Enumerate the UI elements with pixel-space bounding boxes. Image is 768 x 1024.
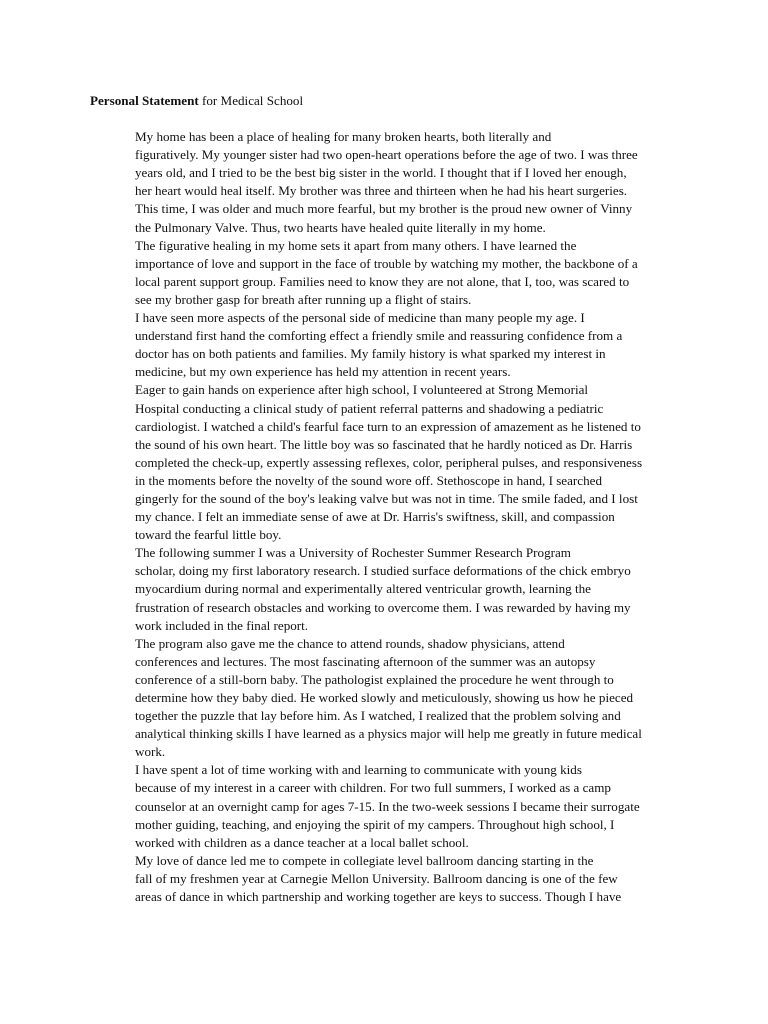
text-line: I have seen more aspects of the personal side of medicine than many people my age. I xyxy=(135,310,585,326)
text-line: The figurative healing in my home sets it apart from many others. I have learned the xyxy=(135,237,577,253)
text-line: counselor at an overnight camp for ages 7-15. In the two-week sessions I became their surrogate xyxy=(135,798,640,814)
title-bold-text: Personal Statement xyxy=(90,93,199,108)
text-line: local parent support group. Families need to know they are not alone, that I, too, was scared to xyxy=(135,273,630,289)
text-line: see my brother gasp for breath after running up a flight of stairs. xyxy=(135,291,472,307)
text-line: Eager to gain hands on experience after high school, I volunteered at Strong Memorial xyxy=(135,382,589,398)
paragraph xyxy=(90,128,678,237)
text-line: medicine, but my own experience has held my attention in recent years. xyxy=(135,364,511,380)
text-line: conferences and lectures. The most fascinating afternoon of the summer was an autopsy xyxy=(135,653,596,669)
text-line: gingerly for the sound of the boy's leaking valve but was not in time. The smile faded, and I lost xyxy=(135,490,638,506)
text-line: figuratively. My younger sister had two open-heart operations before the age of two. I was three xyxy=(135,147,638,163)
text-line: doctor has on both patients and families. My family history is what sparked my interest in xyxy=(135,346,606,362)
text-line: I have spent a lot of time working with and learning to communicate with young kids xyxy=(135,762,582,778)
text-line: the Pulmonary Valve. Thus, two hearts have healed quite literally in my home. xyxy=(135,219,546,235)
text-line: work. xyxy=(135,744,166,760)
text-line: conference of a still-born baby. The pathologist explained the procedure he went through to xyxy=(135,671,614,687)
document-page xyxy=(90,92,678,906)
text-line: The following summer I was a University of Rochester Summer Research Program xyxy=(135,545,571,561)
text-line: work included in the final report. xyxy=(135,617,309,633)
text-line: worked with children as a dance teacher at a local ballet school. xyxy=(135,834,469,850)
text-line: The program also gave me the chance to attend rounds, shadow physicians, attend xyxy=(135,635,565,651)
text-line: My love of dance led me to compete in collegiate level ballroom dancing starting in the xyxy=(135,852,594,868)
text-line: analytical thinking skills I have learned as a physics major will help me greatly in future medical xyxy=(135,726,642,742)
text-line: cardiologist. I watched a child's fearful face turn to an expression of amazement as he listened to xyxy=(135,418,641,434)
paragraph xyxy=(90,237,678,309)
text-line: This time, I was older and much more fearful, but my brother is the proud new owner of Vinny xyxy=(135,201,633,217)
text-line: myocardium during normal and experimentally altered ventricular growth, learning the xyxy=(135,581,591,597)
text-line: importance of love and support in the face of trouble by watching my mother, the backbone of a xyxy=(135,255,638,271)
text-line: toward the fearful little boy. xyxy=(135,527,282,543)
paragraph xyxy=(90,852,678,906)
document-title xyxy=(90,92,678,110)
paragraph xyxy=(90,544,678,634)
document-body xyxy=(90,128,678,906)
text-line: together the puzzle that lay before him. As I watched, I realized that the problem solving and xyxy=(135,708,621,724)
text-line: My home has been a place of healing for many broken hearts, both literally and xyxy=(135,129,552,145)
text-line: years old, and I tried to be the best big sister in the world. I thought that if I loved her enough, xyxy=(135,165,627,181)
text-line: her heart would heal itself. My brother was three and thirteen when he had his heart surgeries. xyxy=(135,183,628,199)
text-line: scholar, doing my first laboratory research. I studied surface deformations of the chick embryo xyxy=(135,563,631,579)
text-line: understand first hand the comforting effect a friendly smile and reassuring confidence from a xyxy=(135,328,623,344)
text-line: areas of dance in which partnership and working together are keys to success. Though I have xyxy=(135,889,622,905)
text-line: my chance. I felt an immediate sense of awe at Dr. Harris's swiftness, skill, and compassion xyxy=(135,509,615,525)
paragraph xyxy=(90,309,678,381)
paragraph xyxy=(90,381,678,544)
text-line: frustration of research obstacles and working to overcome them. I was rewarded by having my xyxy=(135,599,631,615)
title-rest-text: for Medical School xyxy=(198,93,304,108)
text-line: mother guiding, teaching, and enjoying the spirit of my campers. Throughout high school, I xyxy=(135,816,615,832)
text-line: fall of my freshmen year at Carnegie Mellon University. Ballroom dancing is one of the few xyxy=(135,870,618,886)
text-line: in the moments before the novelty of the sound wore off. Stethoscope in hand, I searched xyxy=(135,472,603,488)
text-line: Hospital conducting a clinical study of patient referral patterns and shadowing a pediatric xyxy=(135,400,604,416)
paragraph xyxy=(90,635,678,762)
text-line: the sound of his own heart. The little boy was so fascinated that he hardly noticed as Dr. Harris xyxy=(135,436,633,452)
text-line: completed the check-up, expertly assessing reflexes, color, peripheral pulses, and responsiveness xyxy=(135,454,643,470)
paragraph xyxy=(90,761,678,851)
text-line: because of my interest in a career with children. For two full summers, I worked as a camp xyxy=(135,780,611,796)
text-line: determine how they baby died. He worked slowly and meticulously, showing us how he pieced xyxy=(135,690,634,705)
